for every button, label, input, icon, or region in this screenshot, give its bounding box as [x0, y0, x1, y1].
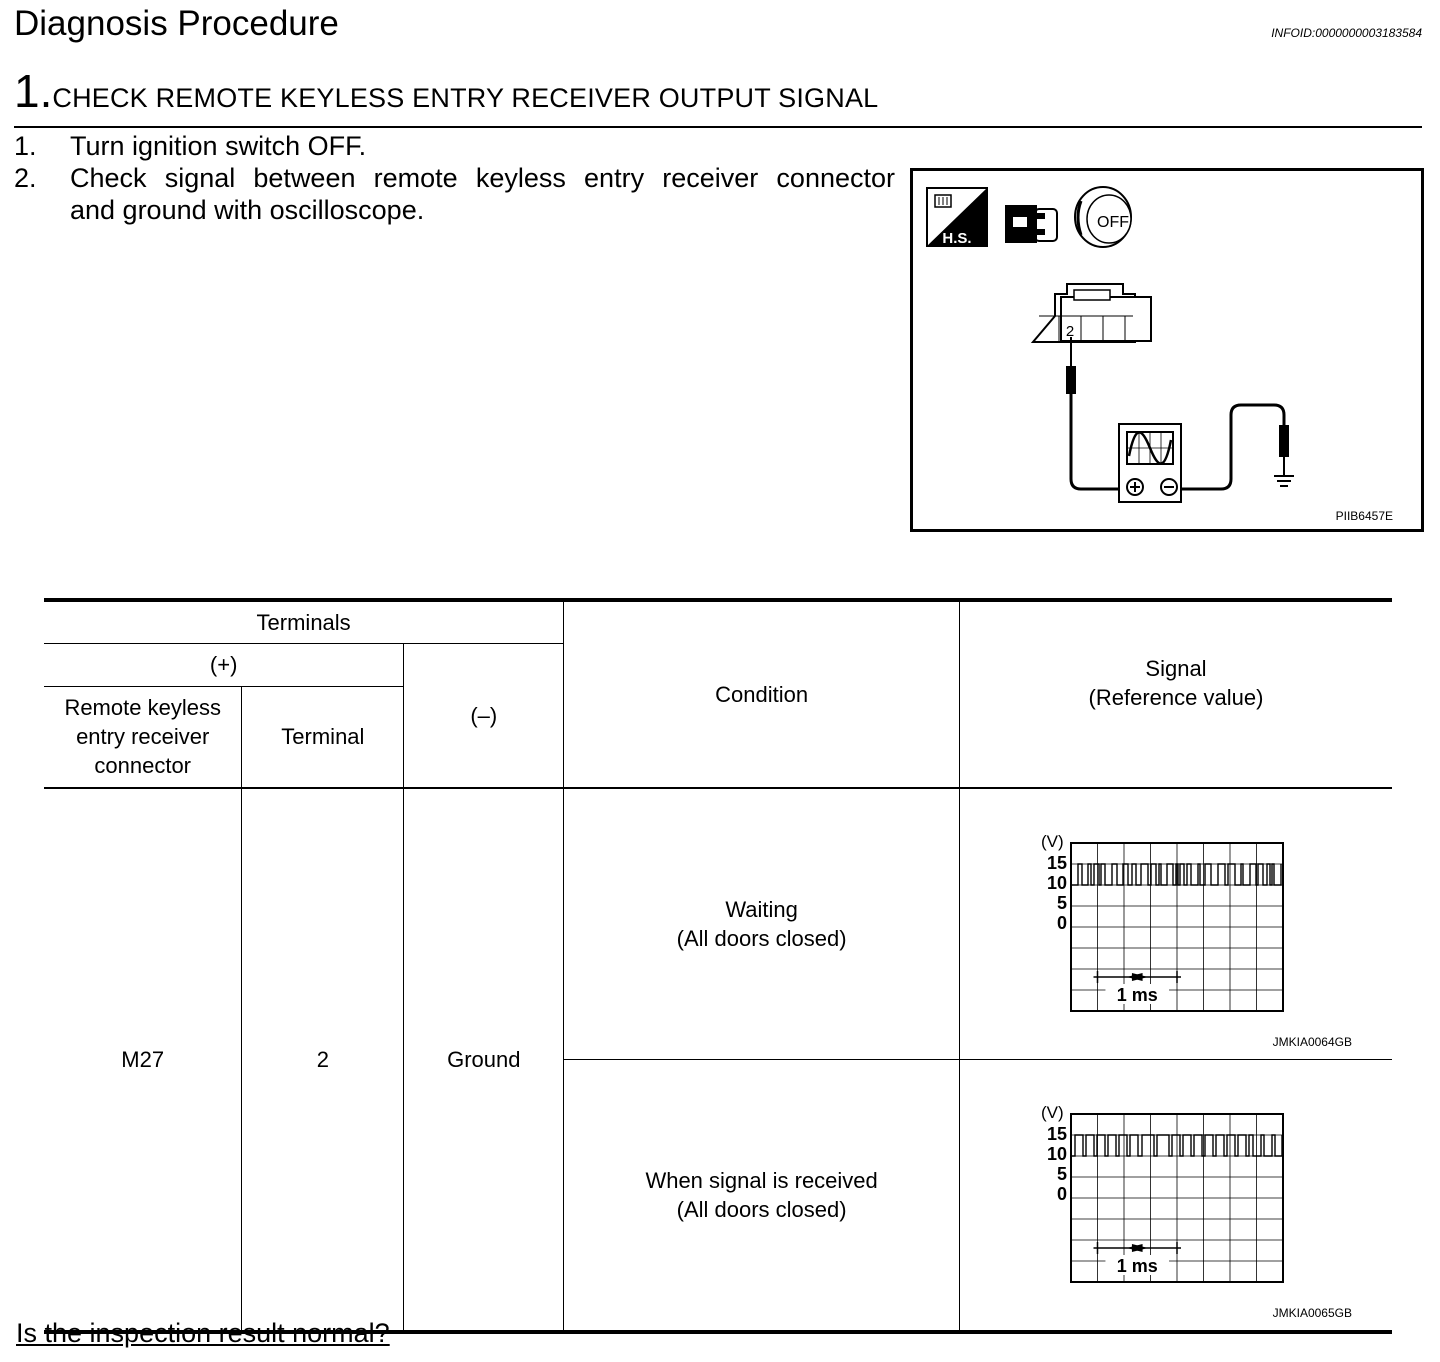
header-signal: Signal (Reference value) [959, 600, 1392, 788]
instruction-number: 2. [14, 163, 37, 193]
hs-label: H.S. [942, 230, 972, 247]
test-probe-positive [1066, 337, 1119, 489]
waveform-reference: JMKIA0065GB [1272, 1306, 1352, 1320]
header-terminal: Terminal [242, 686, 404, 788]
axis-unit: (V) [1040, 832, 1064, 851]
step-heading [14, 64, 878, 118]
connector-face [1033, 284, 1151, 342]
cell-terminal: 2 [242, 788, 404, 1332]
instruction-text-continued: and ground with oscilloscope. [70, 195, 425, 225]
cell-connector: M27 [44, 788, 242, 1332]
ground-symbol [1181, 405, 1294, 489]
instruction-2 [14, 162, 895, 194]
wiring-diagram [910, 168, 1424, 532]
axis-unit: (V) [1040, 1103, 1064, 1122]
cell-signal-received [959, 1060, 1392, 1333]
header-connector: Remote keyless entry receiver connector [44, 686, 242, 788]
header-condition: Condition [564, 600, 960, 788]
harness-connector-hs-icon [927, 188, 987, 247]
instruction-2-continued [14, 194, 424, 226]
inspection-question: Is the inspection result normal? [16, 1318, 390, 1348]
cell-minus: Ground [404, 788, 564, 1332]
time-scale-label: 1 ms [1116, 985, 1158, 1005]
y-tick-label: 10 [1046, 1144, 1067, 1164]
ignition-off-icon [1075, 187, 1131, 247]
header-minus: (–) [404, 643, 564, 788]
y-tick-label: 5 [1056, 893, 1067, 913]
cell-signal-waiting [959, 788, 1392, 1060]
cell-condition-received: When signal is received (All doors closed) [564, 1060, 960, 1333]
off-label: OFF [1097, 214, 1129, 231]
instruction-text: Turn ignition switch OFF. [70, 131, 367, 161]
instruction-number: 1. [14, 131, 37, 161]
step-title: CHECK REMOTE KEYLESS ENTRY RECEIVER OUTPUT SIGNAL [52, 83, 879, 113]
y-tick-label: 5 [1056, 1164, 1067, 1184]
y-tick-label: 10 [1046, 873, 1067, 893]
terminals-table [44, 598, 1392, 1334]
oscilloscope-icon [1119, 424, 1181, 502]
diagram-reference: PIIB6457E [1335, 509, 1393, 523]
header-terminals: Terminals [44, 600, 564, 643]
cell-condition-waiting: Waiting (All doors closed) [564, 788, 960, 1060]
waveform-reference: JMKIA0064GB [1272, 1035, 1352, 1049]
step-number: 1. [14, 65, 53, 117]
y-tick-label: 15 [1046, 853, 1067, 873]
instruction-text: Check signal between remote keyless entry receiver connector [70, 163, 895, 193]
terminal-label: 2 [1065, 323, 1075, 340]
y-tick-label: 15 [1046, 1124, 1067, 1144]
info-id: INFOID:0000000003183584 [1271, 26, 1422, 40]
instruction-1 [14, 130, 366, 162]
step-divider [14, 126, 1422, 128]
page-title: Diagnosis Procedure [14, 4, 339, 43]
header-plus: (+) [44, 643, 404, 686]
waveform-waiting [960, 789, 1392, 1052]
waveform-received [960, 1060, 1392, 1323]
y-tick-label: 0 [1056, 1184, 1067, 1204]
time-scale-label: 1 ms [1116, 1256, 1158, 1276]
y-tick-label: 0 [1056, 913, 1067, 933]
connector-icon [1005, 205, 1057, 243]
